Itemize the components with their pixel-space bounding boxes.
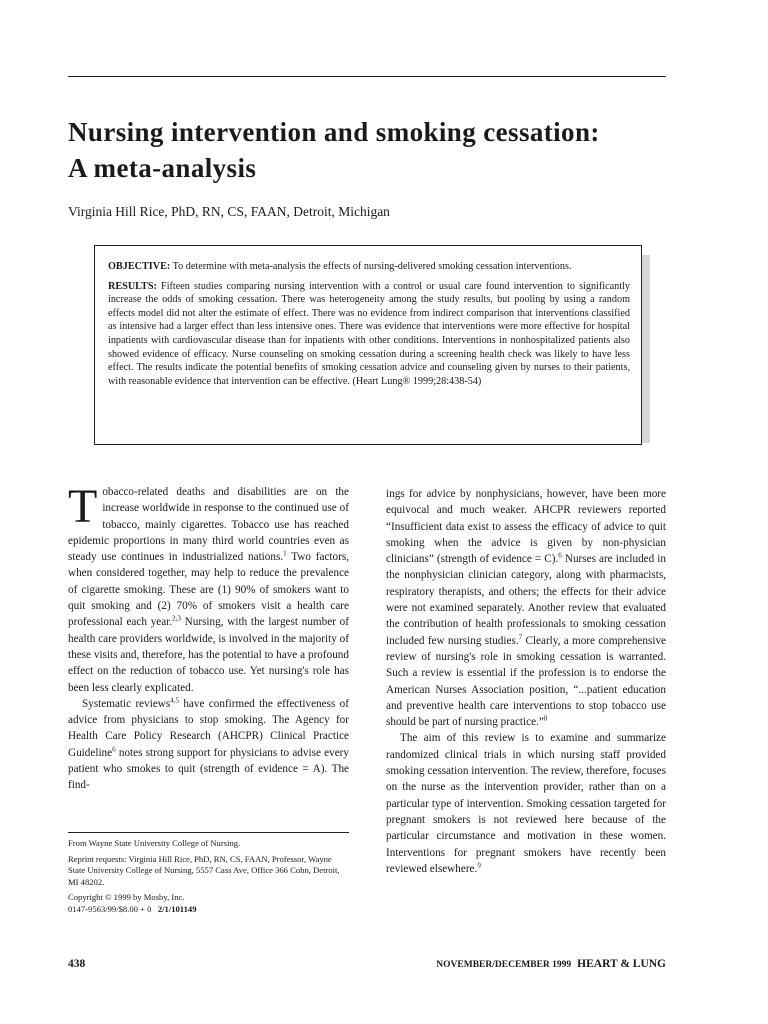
drop-cap: T <box>68 480 98 533</box>
top-rule <box>68 76 666 77</box>
objective-label: OBJECTIVE: <box>108 261 171 272</box>
body-column-left <box>68 480 349 814</box>
objective-text: To determine with meta-analysis the effects of nursing-delivered smoking cessation interventions. <box>170 261 572 272</box>
article-id: 2/1/101149 <box>157 903 197 914</box>
reprint-note: Reprint requests: Virginia Hill Rice, PhD, RN, CS, FAAN, Professor, Wayne State University College of Nursing, 5557 Cass Ave, Office 366 Cohn, Detroit, MI 48202. <box>68 853 340 887</box>
citation: 1 <box>283 549 287 558</box>
citation: 6 <box>112 745 116 754</box>
citation: 7 <box>518 632 523 641</box>
affiliation-note: From Wayne State University College of Nursing. <box>68 838 241 848</box>
journal-name: HEART & LUNG <box>577 958 666 970</box>
text-run: Nursing, with the largest number of health care providers worldwide, is involved in the majority of these visits and, therefore, has the potential to have a profound effect on the reduction of tobacco use. Yet nursing's role has been less clearly explicated. <box>68 616 349 694</box>
text-run: The aim of this review is to examine and summarize randomized clinical trials in which nursing staff provided smoking cessation intervention. The review, therefore, focuses on the nurse as the intervention provider, rather than on a particular type of intervention. Smoking cessation targeted for pregnant smokers is not reviewed here because of the particular circumstance and motivation in these women. Interventions for pregnant smokers have recently been reviewed elsewhere. <box>386 732 666 875</box>
text-run: Clearly, a more comprehensive review of nursing's role in smoking cessation is warranted. Such a review is essential if the profession is to endorse the American Nurses Association position, “...patient education and preventive health care interventions to stop tobacco use should be part of nursing practice.” <box>386 634 667 729</box>
citation: 9 <box>477 861 481 870</box>
intro-paragraph-1 <box>68 480 349 696</box>
journal-footer <box>436 958 666 970</box>
citation: 2,3 <box>172 614 181 623</box>
citation: 4,5 <box>170 696 179 705</box>
results-text: Fifteen studies comparing nursing intervention with a control or usual care found intervention to significantly increase the odds of smoking cessation. There was heterogeneity among the study results, but pooling by using a random effects model did not alter the estimate of effect. There was no evidence from indirect comparison that interventions classified as intensive had a larger effect than less intensive ones. There was evidence that interventions were more effective for hospital inpatients with cardiovascular disease than for inpatients with other conditions. Interventions in nonhospitalized patients also showed evidence of efficacy. Nurse counseling on smoking cessation during a screening health check was likely to have less effect. The results indicate the potential benefits of smoking cessation advice and counseling given by nurses to their patients, with reasonable evidence that intervention can be effective. (Heart Lung® 1999;28:438-54) <box>108 280 630 387</box>
citation: 8 <box>543 714 548 723</box>
intro-paragraph-4 <box>386 730 666 877</box>
title-line-1: Nursing intervention and smoking cessation: <box>68 117 600 147</box>
text-run: have confirmed the effectiveness of advice from physicians to stop smoking. The Agency for Health Care Policy Research (AHCPR) Clinical Practice Guideline <box>68 697 349 759</box>
abstract-box <box>94 245 642 445</box>
body-column-right <box>386 486 666 926</box>
results-label: RESULTS: <box>108 280 157 292</box>
text-run: Systematic reviews <box>82 697 171 710</box>
article-title <box>68 114 688 186</box>
article-code <box>68 904 349 916</box>
citation: 6 <box>558 551 562 560</box>
page-number: 438 <box>68 958 86 970</box>
text-run: ings for advice by nonphysicians, however, have been more equivocal and much weaker. AHCPR reviewers reported “Insufficient data exist to assess the efficacy of advice to quit smoking when the advice is given by non-physician clinicians” (strength of evidence = C). <box>386 488 666 566</box>
text-run: Two factors, when considered together, may help to reduce the prevalence of cigarette smoking. These are (1) 90% of smokers want to quit smoking and (2) 70% of smokers visit a health care professional each year. <box>68 551 349 629</box>
intro-paragraph-3 <box>386 486 666 730</box>
issn-code: 0147-9563/99/$8.00 + 0 <box>68 903 152 914</box>
footnote-rule <box>68 832 349 833</box>
text-run: notes strong support for physicians to advise every patient who smokes to quit (strength of evidence = A). The find- <box>68 746 349 792</box>
copyright-note: Copyright © 1999 by Mosby, Inc. <box>68 892 185 903</box>
text-run: obacco-related deaths and disabilities are on the increase worldwide in response to the continued use of tobacco, mainly cigarettes. Tobacco use has reached epidemic proportions in many third world countries even as steady use continues in industrialized nations. <box>68 486 349 564</box>
text-run: Nurses are included in the nonphysician clinician category, along with pharmacists, respiratory therapists, and others; the effects for their advice were not examined separately. Another review that evaluated the contribution of health professionals to smoking cessation included few nursing studies. <box>386 553 666 647</box>
footnotes <box>68 838 349 920</box>
author-byline: Virginia Hill Rice, PhD, RN, CS, FAAN, Detroit, Michigan <box>68 204 390 219</box>
abstract-objective <box>108 260 630 274</box>
intro-paragraph-2 <box>68 696 349 794</box>
abstract-results <box>108 280 630 389</box>
issue-date: NOVEMBER/DECEMBER 1999 <box>436 960 572 970</box>
title-line-2: A meta-analysis <box>68 153 257 183</box>
